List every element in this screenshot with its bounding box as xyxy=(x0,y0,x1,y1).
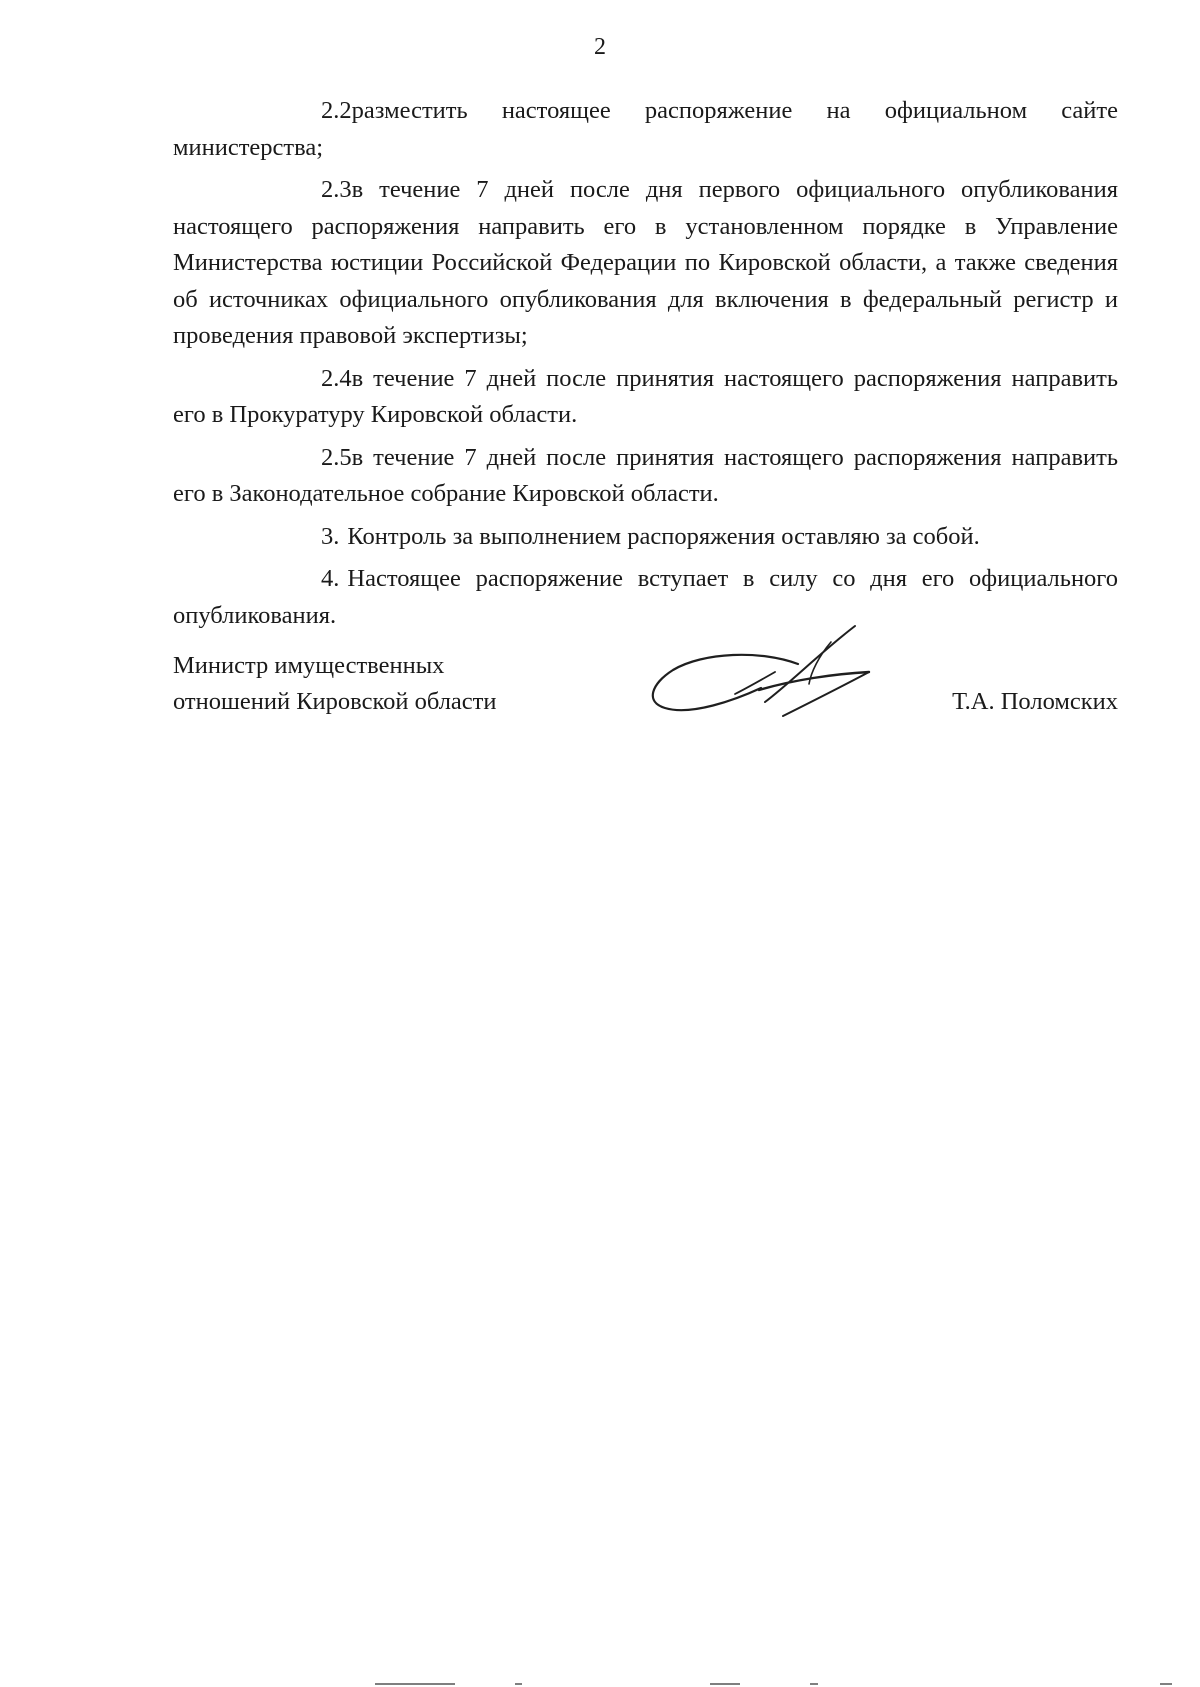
paragraph-text: Настоящее распоряжение вступает в силу со дня его официального опубликования. xyxy=(173,565,1118,629)
paragraph-text: Контроль за выполнением распоряжения оставляю за собой. xyxy=(347,522,980,550)
paragraph-text: в течение 7 дней после принятия настоящего распоряжения направить его в Прокуратуру Кировской области. xyxy=(173,364,1118,428)
paragraph-number: 3. xyxy=(321,522,340,550)
paragraph-text: разместить настоящее распоряжение на официальном сайте министерства; xyxy=(173,97,1118,161)
paragraph-number: 2.2 xyxy=(321,97,352,124)
paragraph-3 xyxy=(173,519,1118,556)
signer-position-line-2: отношений Кировской области xyxy=(173,688,497,715)
signature-block xyxy=(173,648,1118,768)
paragraph-2-3 xyxy=(173,172,1118,355)
paragraph-2-2 xyxy=(173,93,1118,166)
signer-name: Т.А. Поломских xyxy=(952,688,1118,715)
scan-edge-marks xyxy=(0,1677,1200,1687)
paragraph-number: 2.4 xyxy=(321,364,352,392)
signer-position-line-1: Министр имущественных xyxy=(173,652,445,679)
signer-position xyxy=(173,648,497,720)
paragraph-number: 4. xyxy=(321,565,340,592)
paragraph-number: 2.3 xyxy=(321,176,352,203)
paragraph-number: 2.5 xyxy=(321,443,352,471)
paragraph-text: в течение 7 дней после дня первого официального опубликования настоящего распоряжения направить его в установленном порядке в Управление Министерства юстиции Российской Федерации по Кировской области, а также сведения об источниках официального опубликования для включения в федеральный регистр и проведения правовой экспертизы; xyxy=(173,176,1118,349)
document-body xyxy=(173,93,1118,640)
paragraph-2-5 xyxy=(173,440,1118,513)
page-number: 2 xyxy=(594,34,606,60)
paragraph-text: в течение 7 дней после принятия настоящего распоряжения направить его в Законодательное собрание Кировской области. xyxy=(173,443,1118,507)
handwritten-signature xyxy=(643,622,903,742)
paragraph-2-4 xyxy=(173,361,1118,434)
